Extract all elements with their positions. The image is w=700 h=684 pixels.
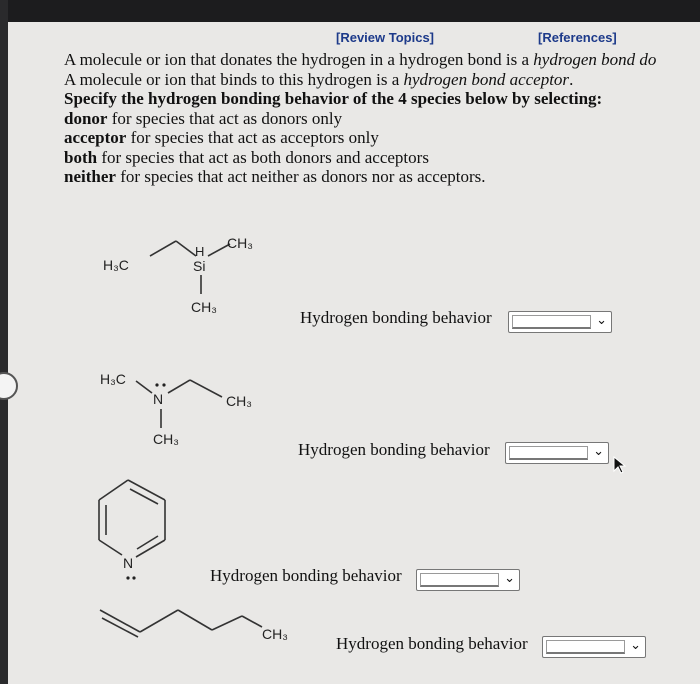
molecule-3-structure (99, 480, 165, 557)
intro-line-2: A molecule or ion that binds to this hydrogen is a hydrogen bond acceptor. (64, 69, 574, 89)
question-4-dropdown[interactable] (542, 636, 646, 658)
molecule-1-h3c: H₃C (103, 257, 129, 273)
references-link[interactable]: [References] (538, 30, 617, 45)
chevron-down-icon: ⌄ (504, 571, 515, 586)
molecule-4-ch3: CH₃ (262, 626, 288, 642)
question-3-label: Hydrogen bonding behavior (210, 566, 402, 585)
question-3-selected-value (420, 573, 499, 587)
molecule-1-si: Si (193, 258, 206, 274)
question-4-selected-value (546, 640, 625, 654)
question-1-label: Hydrogen bonding behavior (300, 308, 492, 327)
molecule-2-structure (136, 380, 222, 428)
molecule-1-ch3-top: CH₃ (227, 235, 253, 251)
question-1-dropdown[interactable] (508, 311, 612, 333)
molecule-1-structure (150, 241, 230, 294)
mouse-pointer-icon (612, 456, 628, 474)
question-4-label: Hydrogen bonding behavior (336, 634, 528, 653)
molecule-3-n: N (123, 555, 134, 571)
intro-line-1: A molecule or ion that donates the hydrogen in a hydrogen bond is a hydrogen bond do (64, 50, 657, 69)
question-2-dropdown[interactable] (505, 442, 609, 464)
question-1-selected-value (512, 315, 591, 329)
option-acceptor: acceptor for species that act as acceptors only (64, 128, 379, 147)
molecule-2-ch3-bottom: CH₃ (153, 431, 179, 447)
question-3-dropdown[interactable] (416, 569, 520, 591)
chevron-down-icon: ⌄ (630, 638, 641, 653)
option-donor: donor for species that act as donors only (64, 108, 343, 128)
question-2-selected-value (509, 446, 588, 460)
molecule-2-h3c: H₃C (100, 371, 126, 387)
question-2-label: Hydrogen bonding behavior (298, 440, 490, 459)
review-topics-link[interactable]: [Review Topics] (336, 30, 435, 45)
molecule-1-ch3-bottom: CH₃ (191, 299, 217, 315)
chevron-down-icon: ⌄ (596, 313, 607, 328)
chevron-down-icon: ⌄ (593, 444, 604, 459)
option-neither: neither for species that act neither as donors nor as acceptors. (64, 167, 486, 186)
molecule-4-structure (100, 610, 262, 637)
molecule-2-ch3-right: CH₃ (226, 393, 252, 409)
molecule-2-n: N (153, 391, 164, 407)
option-both: both for species that act as both donors and acceptors (64, 147, 429, 167)
instruction-heading: Specify the hydrogen bonding behavior of the 4 species below by selecting: (64, 89, 603, 108)
molecule-1-h: H (195, 244, 205, 259)
lone-pair-dots (155, 383, 165, 386)
